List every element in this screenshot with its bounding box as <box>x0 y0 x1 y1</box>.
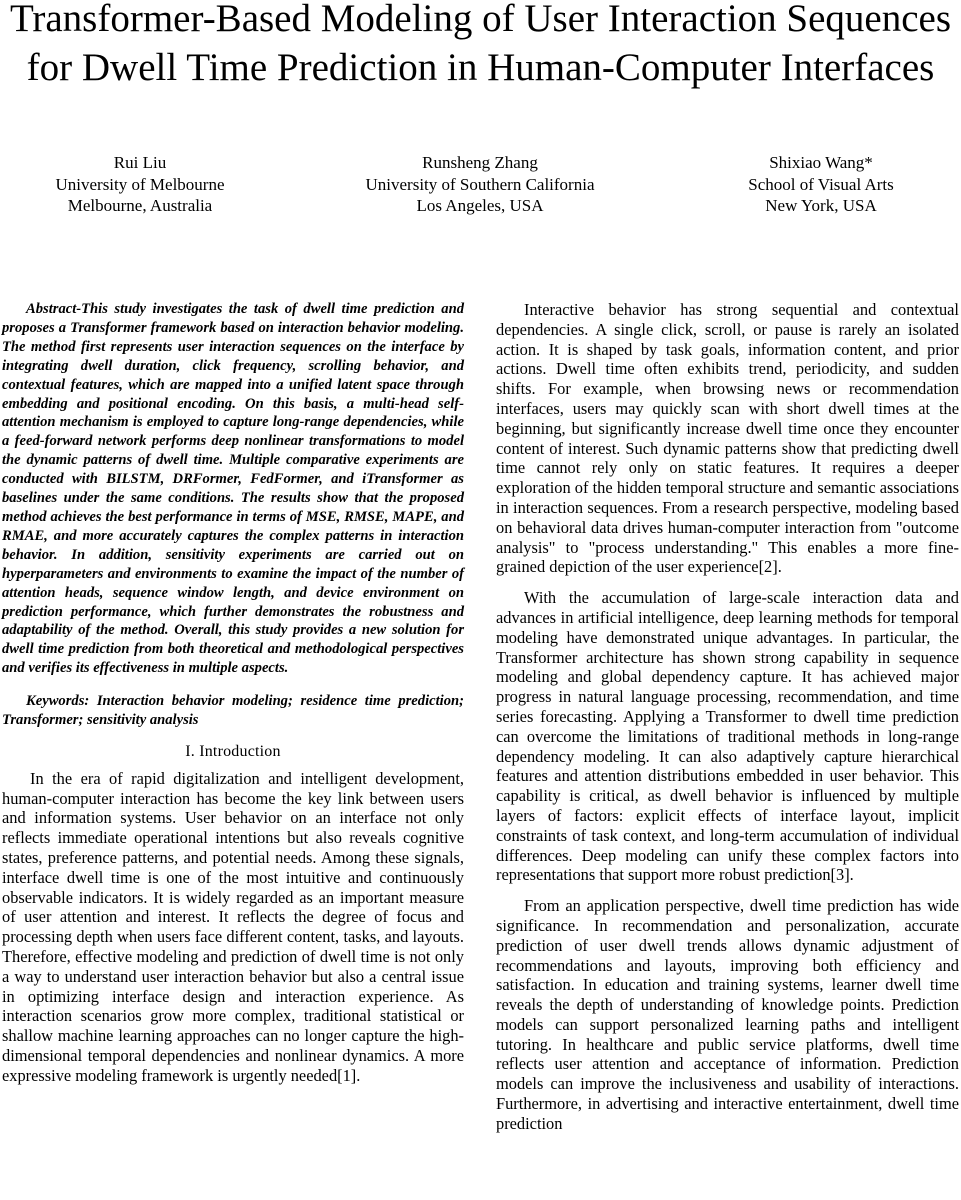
author-affiliation: School of Visual Arts <box>748 174 894 194</box>
intro-paragraph: In the era of rapid digitalization and intelligent development, human-computer interaction has become the key link between users and information systems. User behavior on an interface not only reflects immediate operational intentions but also reveals cognitive states, preference patterns, and potential needs. Among these signals, interface dwell time is one of the most intuitive and continuously observable indicators. It is widely regarded as an important measure of user attention and interest. It reflects the degree of focus and processing depth when users face different content, tasks, and layouts. Therefore, effective modeling and prediction of dwell time is not only a way to understand user interaction behavior but also a central issue in optimizing interface design and interaction experience. As interaction scenarios grow more complex, traditional statistical or shallow machine learning approaches can no longer capture the high-dimensional temporal dependencies and nonlinear dynamics. A more expressive modeling framework is urgently needed[1]. <box>2 768 464 1085</box>
keywords: Keywords: Interaction behavior modeling; residence time prediction; Transformer; sensitivity analysis <box>2 693 464 729</box>
author-name: Runsheng Zhang <box>422 153 538 172</box>
body-paragraph: From an application perspective, dwell time prediction has wide significance. In recommendation and personalization, accurate prediction of user dwell trends allows dynamic adjustment of recommendations and layouts, improving both efficiency and satisfaction. In education and training systems, learner dwell time reveals the depth of understanding of knowledge points. Prediction models can support personalized learning paths and intelligent tutoring. In healthcare and public service platforms, dwell time reflects user attention and acceptance of information. Prediction models can improve the inclusiveness and usability of interactions. Furthermore, in advertising and interactive entertainment, dwell time prediction <box>496 896 959 1133</box>
paper-title: Transformer-Based Modeling of User Interaction Sequences for Dwell Time Prediction in Human-Computer Interfaces <box>9 0 952 89</box>
author-name: Shixiao Wang* <box>769 153 873 172</box>
author-location: Melbourne, Australia <box>67 196 213 215</box>
right-column <box>496 300 959 1134</box>
section-heading-introduction: I. Introduction <box>185 742 281 760</box>
author-affiliation: University of Southern California <box>365 174 595 194</box>
author-location: New York, USA <box>765 196 877 215</box>
body-paragraph: With the accumulation of large-scale interaction data and advances in artificial intelligence, deep learning methods for temporal modeling have demonstrated unique advantages. In particular, the Transformer architecture has shown strong capability in sequence modeling and global dependency capture. It has achieved major progress in natural language processing, recommendation, and time series forecasting. Applying a Transformer to dwell time prediction can overcome the limitations of traditional methods in long-range dependency modeling. It can also adaptively capture hierarchical features and attention distributions embedded in user behavior. This capability is critical, as dwell behavior is influenced by multiple layers of factors: explicit effects of interface layout, implicit constraints of task context, and long-term accumulation of individual differences. Deep modeling can unify these complex factors into representations that support more robust prediction[3]. <box>496 588 959 885</box>
abstract: Abstract-This study investigates the task of dwell time prediction and proposes a Transformer framework based on interaction behavior modeling. The method first represents user interaction sequences on the interface by integrating dwell duration, click frequency, scrolling behavior, and contextual features, which are mapped into a unified latent space through embedding and positional encoding. On this basis, a multi-head self-attention mechanism is employed to capture long-range dependencies, while a feed-forward network performs deep nonlinear transformations to model the dynamic patterns of dwell time. Multiple comparative experiments are conducted with BILSTM, DRFormer, FedFormer, and iTransformer as baselines under the same conditions. The results show that the proposed method achieves the best performance in terms of MSE, RMSE, MAPE, and RMAE, and more accurately captures the complex patterns in interaction behavior. In addition, sensitivity experiments are carried out on hyperparameters and environments to examine the impact of the number of attention heads, sequence window length, and device environment on prediction performance, which further demonstrates the robustness and adaptability of the method. Overall, this study provides a new solution for dwell time prediction from both theoretical and methodological perspectives and verifies its effectiveness in multiple aspects. <box>2 301 464 677</box>
author-1 <box>55 152 224 217</box>
author-location: Los Angeles, USA <box>416 196 544 215</box>
author-name: Rui Liu <box>113 153 167 172</box>
author-affiliation: University of Melbourne <box>55 174 225 194</box>
left-column <box>2 300 464 1085</box>
author-3 <box>748 152 894 217</box>
author-2 <box>366 152 595 217</box>
body-paragraph: Interactive behavior has strong sequential and contextual dependencies. A single click, scroll, or pause is rarely an isolated action. It is shaped by task goals, information content, and prior actions. Dwell time often exhibits trend, periodicity, and sudden shifts. For example, when browsing news or recommendation interfaces, users may quickly scan with short dwell times at the beginning, but significantly increase dwell time once they encounter content of interest. Such dynamic patterns show that predicting dwell time cannot rely only on static features. It requires a deeper exploration of the hidden temporal structure and semantic associations in interaction sequences. From a research perspective, modeling based on behavioral data drives human-computer interaction from "outcome analysis" to "process understanding." This enables a more fine-grained depiction of the user experience[2]. <box>496 300 959 577</box>
